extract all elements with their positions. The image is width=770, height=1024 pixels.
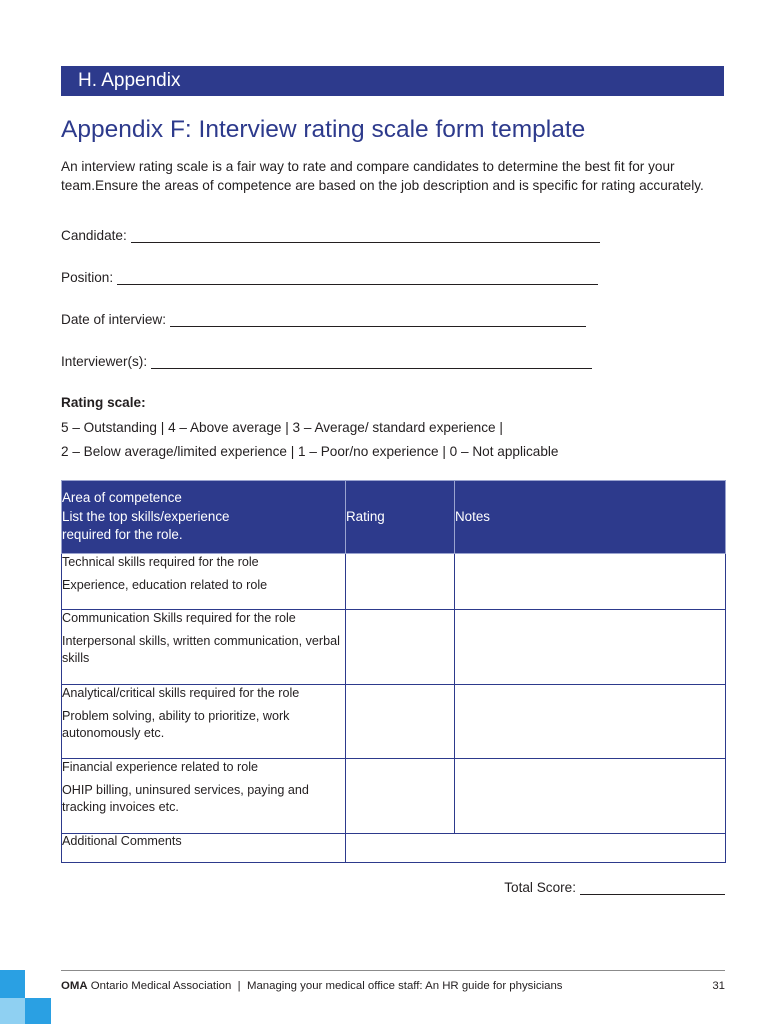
additional-comments-cell[interactable]	[346, 834, 726, 863]
date-of-interview-line[interactable]	[170, 314, 586, 327]
decorative-square-icon	[0, 998, 25, 1024]
table-header-row	[62, 481, 726, 554]
position-field[interactable]	[61, 270, 598, 285]
table-row	[62, 554, 726, 610]
decorative-square-icon	[0, 970, 25, 998]
skill-text: Analytical/critical skills required for the role	[62, 686, 300, 700]
candidate-label: Candidate:	[61, 228, 127, 243]
page-number: 31	[712, 980, 725, 992]
notes-cell[interactable]	[455, 685, 726, 759]
rating-header: Rating	[346, 481, 455, 554]
footer-org-name: Ontario Medical Association	[90, 980, 232, 992]
skill-detail: OHIP billing, uninsured services, paying and tracking invoices etc.	[62, 783, 309, 814]
candidate-line[interactable]	[131, 230, 600, 243]
total-score-line[interactable]	[580, 882, 725, 895]
footer-separator: |	[237, 980, 241, 992]
area-cell	[62, 610, 346, 685]
date-of-interview-label: Date of interview:	[61, 312, 167, 327]
area-cell	[62, 554, 346, 610]
skill-text: Technical skills required for the role	[62, 555, 259, 569]
total-score-label: Total Score:	[504, 880, 576, 895]
area-header-line-2: List the top skills/experience	[62, 508, 230, 524]
table-row	[62, 610, 726, 685]
rating-cell[interactable]	[346, 685, 455, 759]
notes-header: Notes	[455, 481, 726, 554]
skill-detail: Problem solving, ability to prioritize, work autonomously etc.	[62, 709, 290, 740]
additional-comments-label: Additional Comments	[62, 834, 346, 863]
footer-guide-title: Managing your medical office staff: An HR guide for physicians	[246, 980, 563, 992]
intro-paragraph: An interview rating scale is a fair way to rate and compare candidates to determine the best fit for your team.Ensure the areas of competence are based on the job description and is specific for rating accurately.	[61, 159, 704, 193]
interviewers-field[interactable]	[61, 354, 592, 369]
area-cell	[62, 759, 346, 834]
rating-scale-line-2: 2 – Below average/limited experience | 1 – Poor/no experience | 0 – Not applicable	[61, 444, 559, 459]
skill-detail: Interpersonal skills, written communication, verbal skills	[62, 634, 340, 665]
rating-cell[interactable]	[346, 554, 455, 610]
notes-cell[interactable]	[455, 610, 726, 685]
table-row	[62, 685, 726, 759]
notes-cell[interactable]	[455, 554, 726, 610]
skill-detail: Experience, education related to role	[62, 578, 268, 592]
skill-text: Financial experience related to role	[62, 760, 259, 774]
total-score-field[interactable]	[504, 880, 725, 895]
interviewers-label: Interviewer(s):	[61, 354, 148, 369]
candidate-field[interactable]	[61, 228, 600, 243]
area-header-line-1: Area of competence	[62, 490, 182, 506]
rating-scale-line-1: 5 – Outstanding | 4 – Above average | 3 – Average/ standard experience |	[61, 420, 503, 435]
rating-cell[interactable]	[346, 759, 455, 834]
additional-comments-row	[62, 834, 726, 863]
rating-scale-title: Rating scale:	[61, 395, 146, 410]
footer-divider	[61, 970, 725, 971]
area-header-line-3: required for the role.	[62, 527, 183, 543]
decorative-square-icon	[25, 998, 51, 1024]
rating-cell[interactable]	[346, 610, 455, 685]
interviewers-line[interactable]	[151, 356, 592, 369]
table-row	[62, 759, 726, 834]
area-of-competence-header	[62, 481, 346, 554]
section-header: H. Appendix	[61, 66, 724, 96]
page-title: Appendix F: Interview rating scale form template	[61, 116, 586, 143]
position-line[interactable]	[117, 272, 598, 285]
skill-text: Communication Skills required for the role	[62, 611, 296, 625]
notes-cell[interactable]	[455, 759, 726, 834]
footer-text	[61, 980, 563, 992]
position-label: Position:	[61, 270, 114, 285]
rating-table	[61, 480, 726, 863]
oma-logo-text: OMA	[61, 980, 88, 992]
area-cell	[62, 685, 346, 759]
date-of-interview-field[interactable]	[61, 312, 586, 327]
